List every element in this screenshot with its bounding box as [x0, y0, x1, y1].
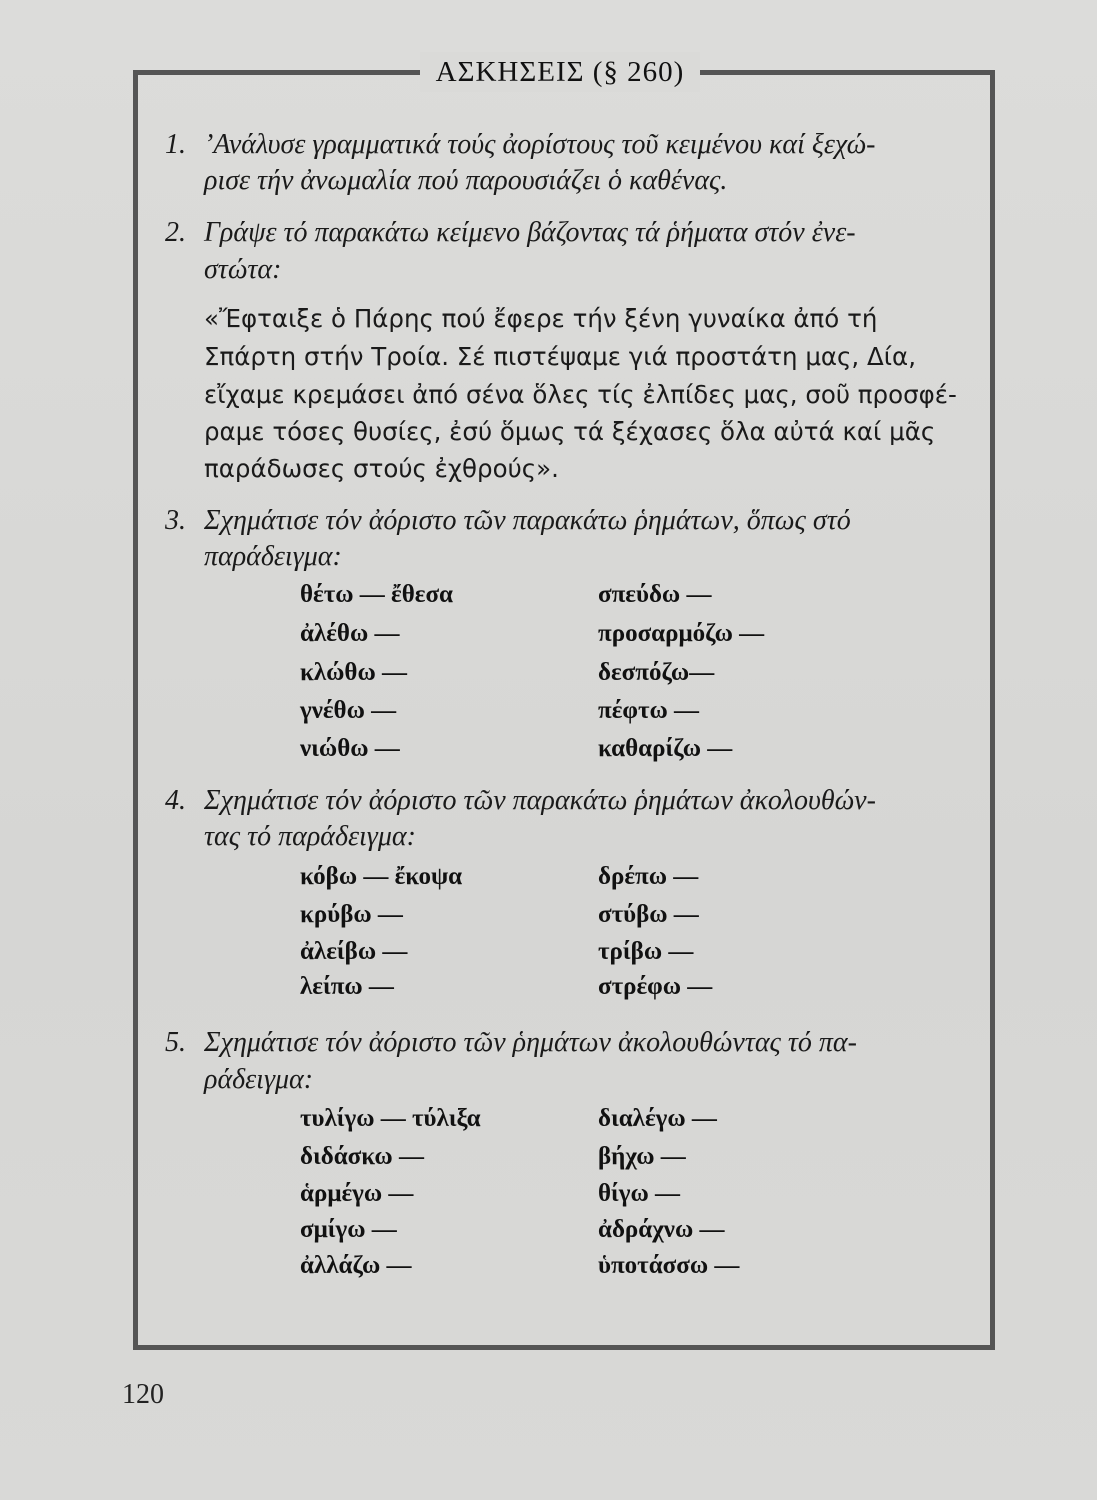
verb-left: σμίγω —	[300, 1216, 397, 1243]
verb-right: διαλέγω —	[598, 1105, 717, 1132]
verb-left: γνέθω —	[300, 697, 397, 724]
quote-line: παράδωσες στούς ἐχθρούς».	[204, 454, 559, 483]
verb-right: ὑποτάσσω —	[598, 1252, 740, 1279]
quote-line: «Ἔφταιξε ὁ Πάρης πού ἔφερε τήν ξένη γυναίκα ἀπό τή	[204, 304, 878, 333]
page-number: 120	[122, 1379, 164, 1410]
verb-right: στύβω —	[598, 901, 699, 928]
quote-line: Σπάρτη στήν Τροία. Σέ πιστέψαμε γιά προστάτη μας, Δία,	[204, 342, 916, 371]
exercise-number: 2.	[165, 217, 186, 248]
instruction-line: ρισε τήν ἀνωμαλία πού παρουσιάζει ὁ καθένας.	[204, 165, 728, 196]
verb-left: λείπω —	[300, 973, 394, 1000]
verb-left: διδάσκω —	[300, 1143, 424, 1170]
verb-right: ἀδράχνω —	[598, 1216, 725, 1243]
verb-left: κρύβω —	[300, 901, 403, 928]
verb-right: στρέφω —	[598, 973, 713, 1000]
verb-left: ἀλλάζω —	[300, 1252, 412, 1279]
exercise-number: 3.	[165, 505, 186, 536]
verb-right: πέφτω —	[598, 697, 700, 724]
verb-left: κλώθω —	[300, 659, 408, 686]
exercise-number: 5.	[165, 1027, 186, 1058]
instruction-line: ράδειγμα:	[204, 1064, 314, 1095]
instruction-line: Σχημάτισε τόν ἀόριστο τῶν παρακάτω ῥημάτων ἀκολουθών-	[204, 785, 876, 816]
verb-left: κόβω — ἔκοψα	[300, 863, 463, 890]
verb-left: ἀλέθω —	[300, 620, 400, 647]
verb-left: θέτω — ἔθεσα	[300, 581, 453, 608]
exercise-number: 4.	[165, 785, 186, 816]
quote-line: εἴχαμε κρεμάσει ἀπό σένα ὅλες τίς ἐλπίδες μας, σοῦ προσφέ-	[204, 380, 957, 409]
verb-right: προσαρμόζω —	[598, 620, 765, 647]
verb-right: θίγω —	[598, 1180, 681, 1207]
instruction-line: τας τό παράδειγμα:	[204, 821, 416, 852]
instruction-line: παράδειγμα:	[204, 541, 342, 572]
verb-right: σπεύδω —	[598, 581, 712, 608]
verb-right: δρέπω —	[598, 863, 699, 890]
verb-left: νιώθω —	[300, 735, 400, 762]
exercise-number: 1.	[165, 129, 186, 160]
instruction-line: στώτα:	[204, 254, 282, 285]
quote-line: ραμε τόσες θυσίες, ἐσύ ὅμως τά ξέχασες ὅλα αὐτά καί μᾶς	[204, 417, 936, 446]
verb-left: ἁρμέγω —	[300, 1180, 414, 1207]
verb-right: καθαρίζω —	[598, 735, 733, 762]
verb-right: τρίβω —	[598, 938, 694, 965]
page-title: ΑΣΚΗΣΕΙΣ (§ 260)	[420, 52, 700, 92]
instruction-line: Σχημάτισε τόν ἀόριστο τῶν παρακάτω ῥημάτων, ὅπως στό	[204, 505, 851, 536]
instruction-line: Σχημάτισε τόν ἀόριστο τῶν ῥημάτων ἀκολουθώντας τό πα-	[204, 1027, 857, 1058]
instruction-line: Γράψε τό παρακάτω κείμενο βάζοντας τά ῥήματα στόν ἐνε-	[204, 217, 856, 248]
verb-right: βήχω —	[598, 1143, 686, 1170]
verb-right: δεσπόζω—	[598, 659, 715, 686]
verb-left: τυλίγω — τύλιξα	[300, 1105, 481, 1132]
verb-left: ἀλείβω —	[300, 938, 408, 965]
instruction-line: ’Ανάλυσε γραμματικά τούς ἀορίστους τοῦ κειμένου καί ξεχώ-	[204, 129, 876, 160]
